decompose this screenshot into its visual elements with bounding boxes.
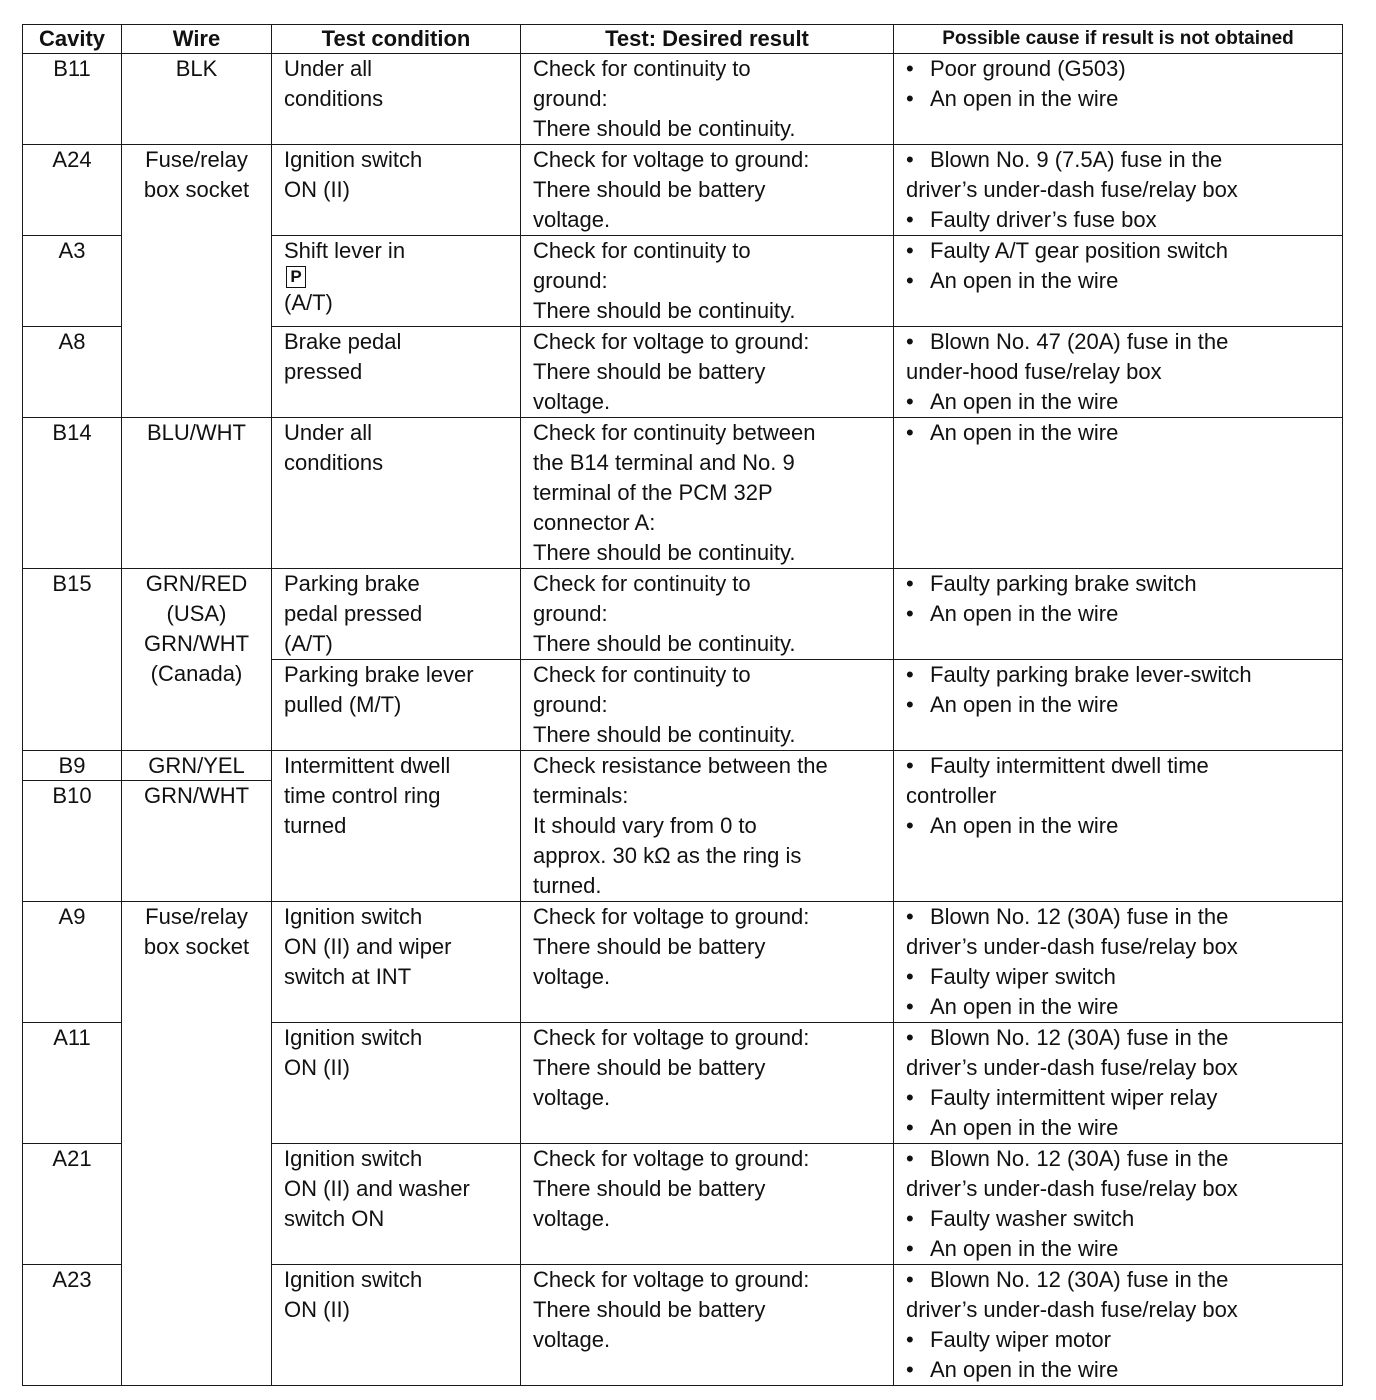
cavity-cell: A3 (23, 236, 122, 327)
table-row (23, 418, 1343, 569)
cause-cell: • Faulty parking brake lever-switch • An open in the wire (894, 660, 1343, 751)
table-row (23, 145, 1343, 236)
result-cell: Check for voltage to ground: There should be battery voltage. (521, 145, 894, 236)
cause-cell: • Blown No. 12 (30A) fuse in the driver’s under-dash fuse/relay box • Faulty intermittent wiper relay • An open in the wire (894, 1023, 1343, 1144)
wire-cell: GRN/RED (USA) GRN/WHT (Canada) (122, 569, 272, 751)
result-cell: Check resistance between the terminals: It should vary from 0 to approx. 30 kΩ as the ring is turned. (521, 751, 894, 902)
condition-cell: Parking brake pedal pressed (A/T) (272, 569, 521, 660)
cavity-cell: A21 (23, 1144, 122, 1265)
table-row (23, 54, 1343, 145)
table-row (23, 751, 1343, 902)
cavity-cell: B11 (23, 54, 122, 145)
cavity-cell: A23 (23, 1265, 122, 1386)
condition-cell: Under all conditions (272, 54, 521, 145)
wire-cell: BLK (122, 54, 272, 145)
result-cell: Check for continuity to ground: There should be continuity. (521, 569, 894, 660)
wire-cell: BLU/WHT (122, 418, 272, 569)
cavity-cell: B14 (23, 418, 122, 569)
table-row (23, 569, 1343, 660)
cause-cell: • Blown No. 9 (7.5A) fuse in the driver’s under-dash fuse/relay box • Faulty driver’s fuse box (894, 145, 1343, 236)
troubleshooting-table (22, 24, 1343, 1386)
condition-cell: Ignition switch ON (II) (272, 1023, 521, 1144)
cavity-cell: A9 (23, 902, 122, 1023)
condition-cell: Ignition switch ON (II) and washer switch ON (272, 1144, 521, 1265)
park-position-symbol: P (286, 266, 306, 288)
result-cell: Check for voltage to ground: There should be battery voltage. (521, 1265, 894, 1386)
cavity-cell: A8 (23, 327, 122, 418)
wire-cell: Fuse/relay box socket (122, 145, 272, 418)
header-row (23, 25, 1343, 54)
result-cell: Check for voltage to ground: There should be battery voltage. (521, 1144, 894, 1265)
wire-cell: GRN/YEL GRN/WHT (122, 751, 272, 902)
condition-cell: Brake pedal pressed (272, 327, 521, 418)
condition-cell: Shift lever in P (A/T) (272, 236, 521, 327)
cause-cell: • Blown No. 47 (20A) fuse in the under-hood fuse/relay box • An open in the wire (894, 327, 1343, 418)
condition-cell: Under all conditions (272, 418, 521, 569)
cavity-cell: A24 (23, 145, 122, 236)
result-cell: Check for voltage to ground: There should be battery voltage. (521, 1023, 894, 1144)
header-test-condition: Test condition (272, 25, 521, 54)
table-row (23, 902, 1343, 1023)
header-possible-cause: Possible cause if result is not obtained (894, 25, 1343, 54)
condition-cell: Intermittent dwell time control ring turned (272, 751, 521, 902)
condition-cell: Ignition switch ON (II) and wiper switch at INT (272, 902, 521, 1023)
cause-cell: • Blown No. 12 (30A) fuse in the driver’s under-dash fuse/relay box • Faulty wiper motor • An open in the wire (894, 1265, 1343, 1386)
result-cell: Check for continuity between the B14 terminal and No. 9 terminal of the PCM 32P connector A: There should be continuity. (521, 418, 894, 569)
cavity-cell: B9 B10 (23, 751, 122, 902)
cause-cell: • Faulty parking brake switch • An open in the wire (894, 569, 1343, 660)
result-cell: Check for voltage to ground: There should be battery voltage. (521, 902, 894, 1023)
wire-cell: Fuse/relay box socket (122, 902, 272, 1386)
cause-cell: • An open in the wire (894, 418, 1343, 569)
result-cell: Check for continuity to ground: There should be continuity. (521, 54, 894, 145)
cause-cell: • Poor ground (G503) • An open in the wire (894, 54, 1343, 145)
cavity-cell: A11 (23, 1023, 122, 1144)
cause-cell: • Blown No. 12 (30A) fuse in the driver’s under-dash fuse/relay box • Faulty washer switch • An open in the wire (894, 1144, 1343, 1265)
condition-cell: Ignition switch ON (II) (272, 145, 521, 236)
cause-cell: • Faulty A/T gear position switch • An open in the wire (894, 236, 1343, 327)
cavity-cell: B15 (23, 569, 122, 751)
result-cell: Check for continuity to ground: There should be continuity. (521, 236, 894, 327)
cause-cell: • Blown No. 12 (30A) fuse in the driver’s under-dash fuse/relay box • Faulty wiper switch • An open in the wire (894, 902, 1343, 1023)
result-cell: Check for continuity to ground: There should be continuity. (521, 660, 894, 751)
header-wire: Wire (122, 25, 272, 54)
condition-cell: Ignition switch ON (II) (272, 1265, 521, 1386)
header-desired-result: Test: Desired result (521, 25, 894, 54)
condition-cell: Parking brake lever pulled (M/T) (272, 660, 521, 751)
result-cell: Check for voltage to ground: There should be battery voltage. (521, 327, 894, 418)
cause-cell: • Faulty intermittent dwell time controller • An open in the wire (894, 751, 1343, 902)
header-cavity: Cavity (23, 25, 122, 54)
